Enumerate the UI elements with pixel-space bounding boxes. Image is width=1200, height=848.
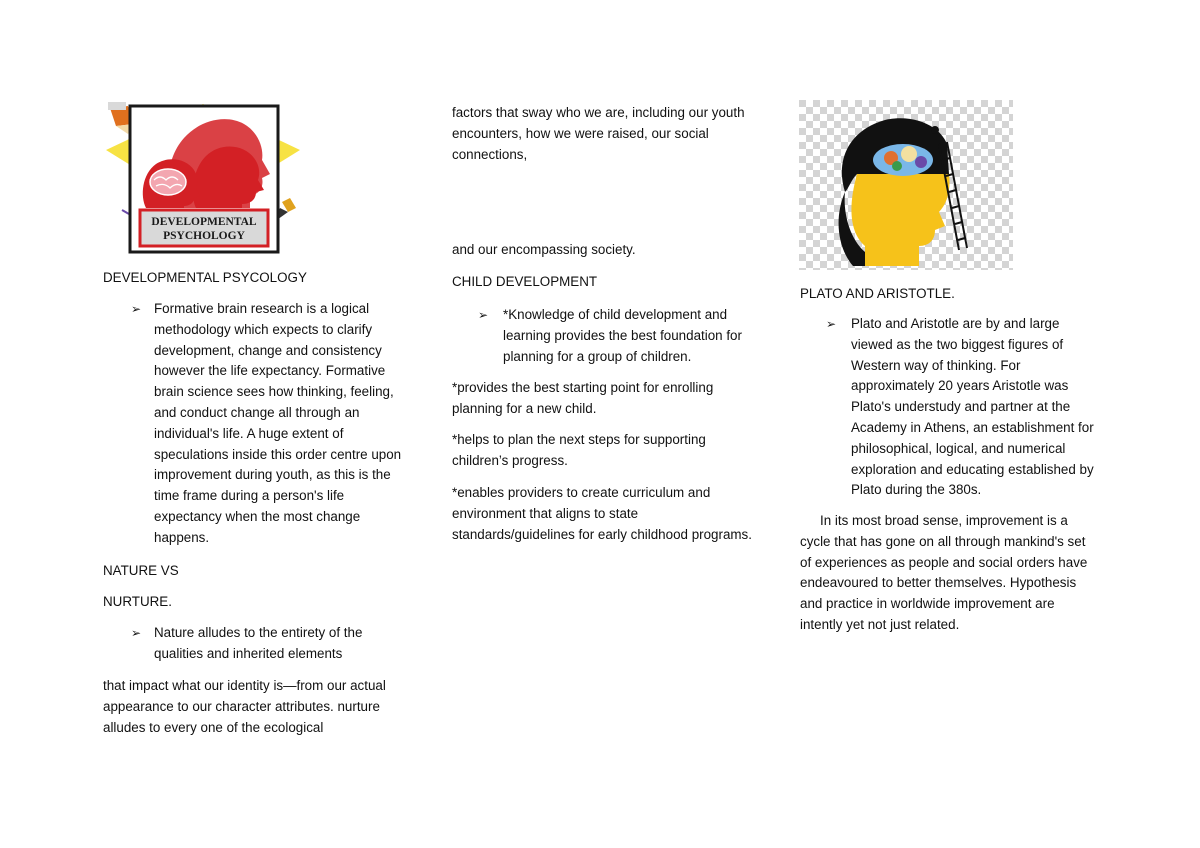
image-label-line1: DEVELOPMENTAL bbox=[151, 216, 257, 228]
factors-paragraph: factors that sway who we are, including our youth encounters, how we were raised, our social connections, bbox=[452, 105, 745, 162]
developmental-psychology-illustration bbox=[104, 100, 302, 256]
image-label-line2: PSYCHOLOGY bbox=[163, 230, 245, 242]
improvement-paragraph: In its most broad sense, improvement is a cycle that has gone on all through mankind's set of experiences as people and social orders have endeavoured to better themselves. Hypothesis and practice in worldwide improvement are intently yet not just related. bbox=[800, 513, 1088, 632]
formative-brain-paragraph: Formative brain research is a logical methodology which expects to clarify development, change and consistency however the life expectancy. Formative brain science sees how thinking, feeling, and conduct change all through an individual's life. A huge extent of speculations inside this order centre upon improvement during youth, as this is the time frame during a person's life expectancy when the most change happens. bbox=[154, 301, 402, 545]
next-steps-paragraph: *helps to plan the next steps for supporting children’s progress. bbox=[452, 432, 706, 468]
arrow-bullet-icon: ➢ bbox=[826, 317, 837, 331]
society-paragraph: and our encompassing society. bbox=[452, 242, 636, 257]
developmental-psychology-image bbox=[104, 100, 302, 256]
child-development-heading: CHILD DEVELOPMENT bbox=[452, 274, 598, 289]
identity-paragraph: that impact what our identity is—from our actual appearance to our character attributes. nurture alludes to every one of the ecological bbox=[103, 678, 386, 735]
arrow-bullet-icon: ➢ bbox=[131, 302, 142, 316]
nature-paragraph: Nature alludes to the entirety of the qualities and inherited elements bbox=[154, 625, 363, 661]
plato-aristotle-heading: PLATO AND ARISTOTLE. bbox=[800, 286, 955, 301]
head-with-ladder-illustration bbox=[799, 100, 1013, 270]
plato-aristotle-paragraph: Plato and Aristotle are by and large viewed as the two biggest figures of Western way of thinking. For approximately 20 years Aristotle was Plato's understudy and partner at the Academy in Athens, an establishment for philosophical, logical, and numerical exploration and educating established by Plato during the 380s. bbox=[851, 316, 1094, 498]
arrow-bullet-icon: ➢ bbox=[131, 626, 142, 640]
curriculum-paragraph: *enables providers to create curriculum and environment that aligns to state standards/guidelines for early childhood programs. bbox=[452, 485, 752, 542]
nurture-heading: NURTURE. bbox=[103, 594, 172, 609]
mind-head-image bbox=[799, 100, 1013, 270]
arrow-bullet-icon: ➢ bbox=[478, 308, 489, 322]
knowledge-paragraph: *Knowledge of child development and learning provides the best foundation for planning for a group of children. bbox=[503, 307, 742, 364]
starting-point-paragraph: *provides the best starting point for enrolling planning for a new child. bbox=[452, 380, 714, 416]
developmental-psychology-heading: DEVELOPMENTAL PSYCOLOGY bbox=[103, 270, 307, 285]
nature-vs-heading: NATURE VS bbox=[103, 563, 179, 578]
